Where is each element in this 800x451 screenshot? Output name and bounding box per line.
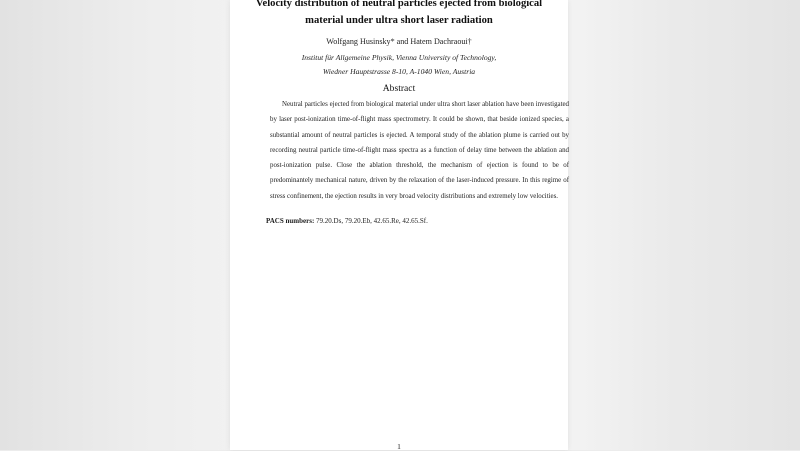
affiliation-line-2: Wiedner Hauptstrasse 8-10, A-1040 Wien, Austria <box>322 67 476 76</box>
pacs-label: PACS numbers: <box>266 217 315 225</box>
abstract-text: Neutral particles ejected from biological material under ultra short laser ablation have been investigated by laser post-ionization time-of-flight mass spectrometry. It could be shown, that beside ionized species, a substantial amount of neutral particles is ejected. A temporal study of the ablation plume is carried out by recording neutral particle time-of-flight mass spectra as a function of delay time between the ablation and post-ionization pulse. Close the ablation threshold, the mechanism of ejection is found to be of predominantely mechanical nature, driven by the relaxation of the laser-induced pressure. In this regime of stress confinement, the ejection results in very broad velocity distributions and extremely low velocities. <box>270 101 569 200</box>
paper-title <box>230 0 568 29</box>
affiliation-line-1: Institut für Allgemeine Physik, Vienna University of Technology, <box>301 53 497 62</box>
background-right <box>568 0 800 450</box>
paper-page <box>230 0 568 450</box>
pacs-numbers <box>266 217 556 225</box>
page-number: 1 <box>397 442 401 451</box>
background-left <box>0 0 230 450</box>
pacs-values: 79.20.Ds, 79.20.Eb, 42.65.Re, 42.65.Sf. <box>316 217 428 225</box>
abstract-heading: Abstract <box>382 83 416 94</box>
authors: Wolfgang Husinsky* and Hatem Dachraoui† <box>326 37 472 46</box>
title-line-1: Velocity distribution of neutral particles ejected from biological <box>255 0 543 9</box>
title-line-2: material under ultra short laser radiation <box>305 15 493 26</box>
